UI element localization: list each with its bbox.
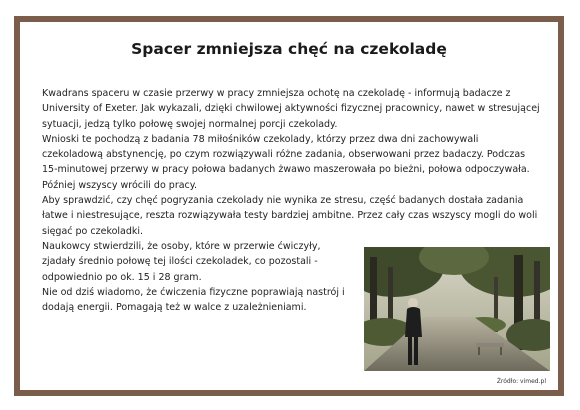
article-title: Spacer zmniejsza chęć na czekoladę <box>131 40 447 58</box>
source-credit: Źródło: vimed.pl <box>496 378 546 385</box>
paragraph-5: Nie od dziś wiadomo, że ćwiczenia fizyczne poprawiają nastrój i dodają energii. Pomagają też w walce z uzależnieniami. <box>42 286 345 314</box>
park-walk-photo <box>364 247 550 371</box>
article-frame <box>14 16 564 396</box>
paragraph-1: Kwadrans spaceru w czasie przerwy w pracy zmniejsza ochotę na czekoladę - informują badacze z University of Exeter. Jak wykazali, dzięki chwilowej aktywności fizycznej pracownicy, nawet w stresującej sytuacji, jedzą tylko połowę swojej normalnej porcji czekolady. <box>42 88 540 130</box>
paragraph-3: Aby sprawdzić, czy chęć pogryzania czekolady nie wynika ze stresu, część badanych dostała zadania łatwe i niestresujące, reszta rozwiązywała testy bardziej ambitne. Przez cały czas wszyscy mogli do woli sięgać po czekoladki. <box>42 195 538 237</box>
paragraph-4: Naukowcy stwierdzili, że osoby, które w przerwie ćwiczyły, zjadały średnio połowę tej ilości czekoladek, co pozostali - odpowiednio po ok. 15 i 28 gram. <box>42 240 321 283</box>
paragraph-2: Wnioski te pochodzą z badania 78 miłośników czekolady, którzy przez dwa dni zachowywali czekoladową abstynencję, po czym rozwiązywali różne zadania, obserwowani przez badaczy. Podczas 15-minutowej przerwy w pracy połowa badanych żwawo maszerowała po bieżni, połowa odpoczywała. Później wszyscy wrócili do pracy. <box>42 133 530 191</box>
